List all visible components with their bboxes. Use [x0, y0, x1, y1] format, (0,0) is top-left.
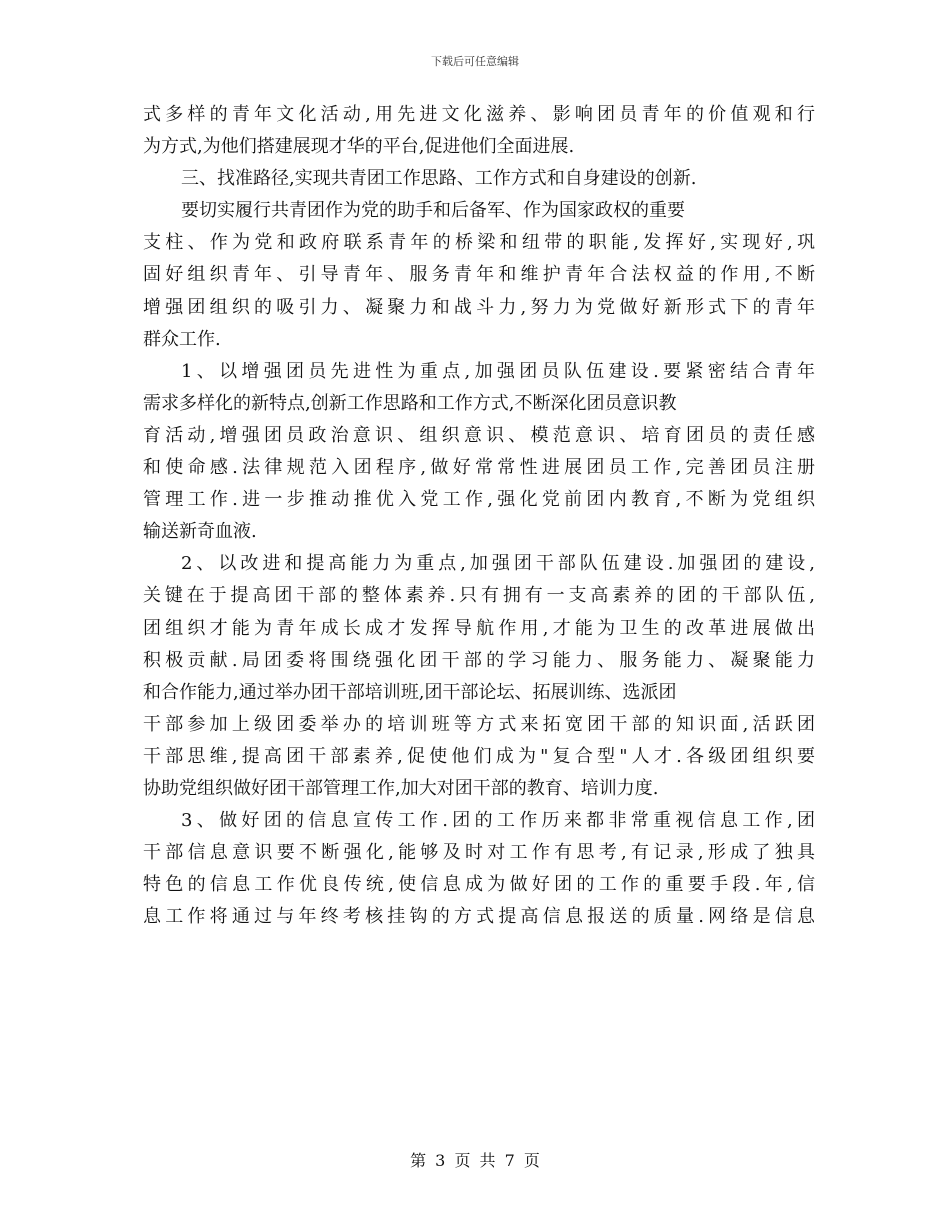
text-line	[143, 837, 820, 869]
page-header: 下载后可任意编辑	[431, 55, 519, 68]
text-line	[143, 324, 815, 356]
text-line	[143, 709, 820, 741]
text-line	[143, 548, 819, 580]
text-line-content: 增强团组织的吸引力、凝聚力和战斗力,努力为党做好新形式下的青年	[143, 296, 820, 318]
text-line	[143, 484, 820, 516]
text-line-content: 3、做好团的信息宣传工作.团的工作历来都非常重视信息工作,团	[181, 810, 820, 832]
text-line-content: 积极贡献.局团委将围绕强化团干部的学习能力、服务能力、凝聚能力	[143, 649, 820, 671]
text-line-content: 协助党组织做好团干部管理工作,加大对团干部的教育、培训力度.	[143, 777, 659, 799]
text-line-content: 需求多样化的新特点,创新工作思路和工作方式,不断深化团员意识教	[143, 392, 677, 414]
text-line-content: 特色的信息工作优良传统,使信息成为做好团的工作的重要手段.年,信	[143, 874, 820, 896]
text-line	[143, 195, 815, 227]
text-line	[143, 645, 820, 677]
text-line-content: 干部参加上级团委举办的培训班等方式来拓宽团干部的知识面,活跃团	[143, 713, 820, 735]
text-line-content: 管理工作.进一步推动推优入党工作,强化党前团内教育,不断为党组织	[143, 489, 820, 511]
text-line	[143, 131, 815, 163]
text-line-content: 固好组织青年、引导青年、服务青年和维护青年合法权益的作用,不断	[143, 264, 820, 286]
text-line-content: 关键在于提高团干部的整体素养.只有拥有一支高素养的团的干部队伍,	[143, 585, 819, 607]
text-line	[143, 773, 815, 805]
text-line-content: 输送新奇血液.	[143, 521, 257, 543]
text-line	[143, 869, 820, 901]
text-line	[143, 901, 820, 933]
text-line-content: 要切实履行共青团作为党的助手和后备军、作为国家政权的重要	[181, 200, 685, 222]
text-line	[143, 227, 820, 259]
text-line-content: 团组织才能为青年成长成才发挥导航作用,才能为卫生的改革进展做出	[143, 617, 820, 639]
text-line-content: 2、以改进和提高能力为重点,加强团干部队伍建设.加强团的建设,	[181, 553, 819, 575]
text-line-content: 三、找准路径,实现共青团工作思路、工作方式和自身建设的创新.	[181, 168, 697, 190]
text-line	[143, 356, 820, 388]
text-line	[143, 99, 820, 131]
text-line-content: 群众工作.	[143, 328, 221, 350]
text-line	[143, 420, 820, 452]
text-line	[143, 259, 820, 291]
text-line-content: 1、以增强团员先进性为重点,加强团员队伍建设.要紧密结合青年	[181, 360, 820, 382]
text-line	[143, 741, 820, 773]
text-line-content: 支柱、作为党和政府联系青年的桥梁和纽带的职能,发挥好,实现好,巩	[143, 232, 820, 254]
document-body	[143, 99, 820, 933]
text-line	[143, 677, 815, 709]
text-line	[143, 388, 815, 420]
text-line	[143, 516, 815, 548]
text-line	[143, 580, 819, 612]
text-line-content: 式多样的青年文化活动,用先进文化滋养、影响团员青年的价值观和行	[143, 104, 820, 125]
text-line-content: 息工作将通过与年终考核挂钩的方式提高信息报送的质量.网络是信息	[143, 906, 820, 928]
text-line-content: 为方式,为他们搭建展现才华的平台,促进他们全面进展.	[143, 136, 575, 158]
text-line-content: 和合作能力,通过举办团干部培训班,团干部论坛、拓展训练、选派团	[143, 681, 677, 703]
text-line	[143, 805, 820, 837]
text-line	[143, 163, 815, 195]
text-line-content: 育活动,增强团员政治意识、组织意识、模范意识、培育团员的责任感	[143, 424, 820, 446]
text-line	[143, 452, 820, 484]
text-line-content: 和使命感.法律规范入团程序,做好常常性进展团员工作,完善团员注册	[143, 457, 820, 479]
text-line	[143, 292, 820, 324]
text-line-content: 干部信息意识要不断强化,能够及时对工作有思考,有记录,形成了独具	[143, 842, 820, 864]
text-line	[143, 613, 820, 645]
page-number-footer: 第 3 页 共 7 页	[410, 1151, 540, 1170]
text-line-content: 干部思维,提高团干部素养,促使他们成为"复合型"人才.各级团组织要	[143, 745, 820, 767]
